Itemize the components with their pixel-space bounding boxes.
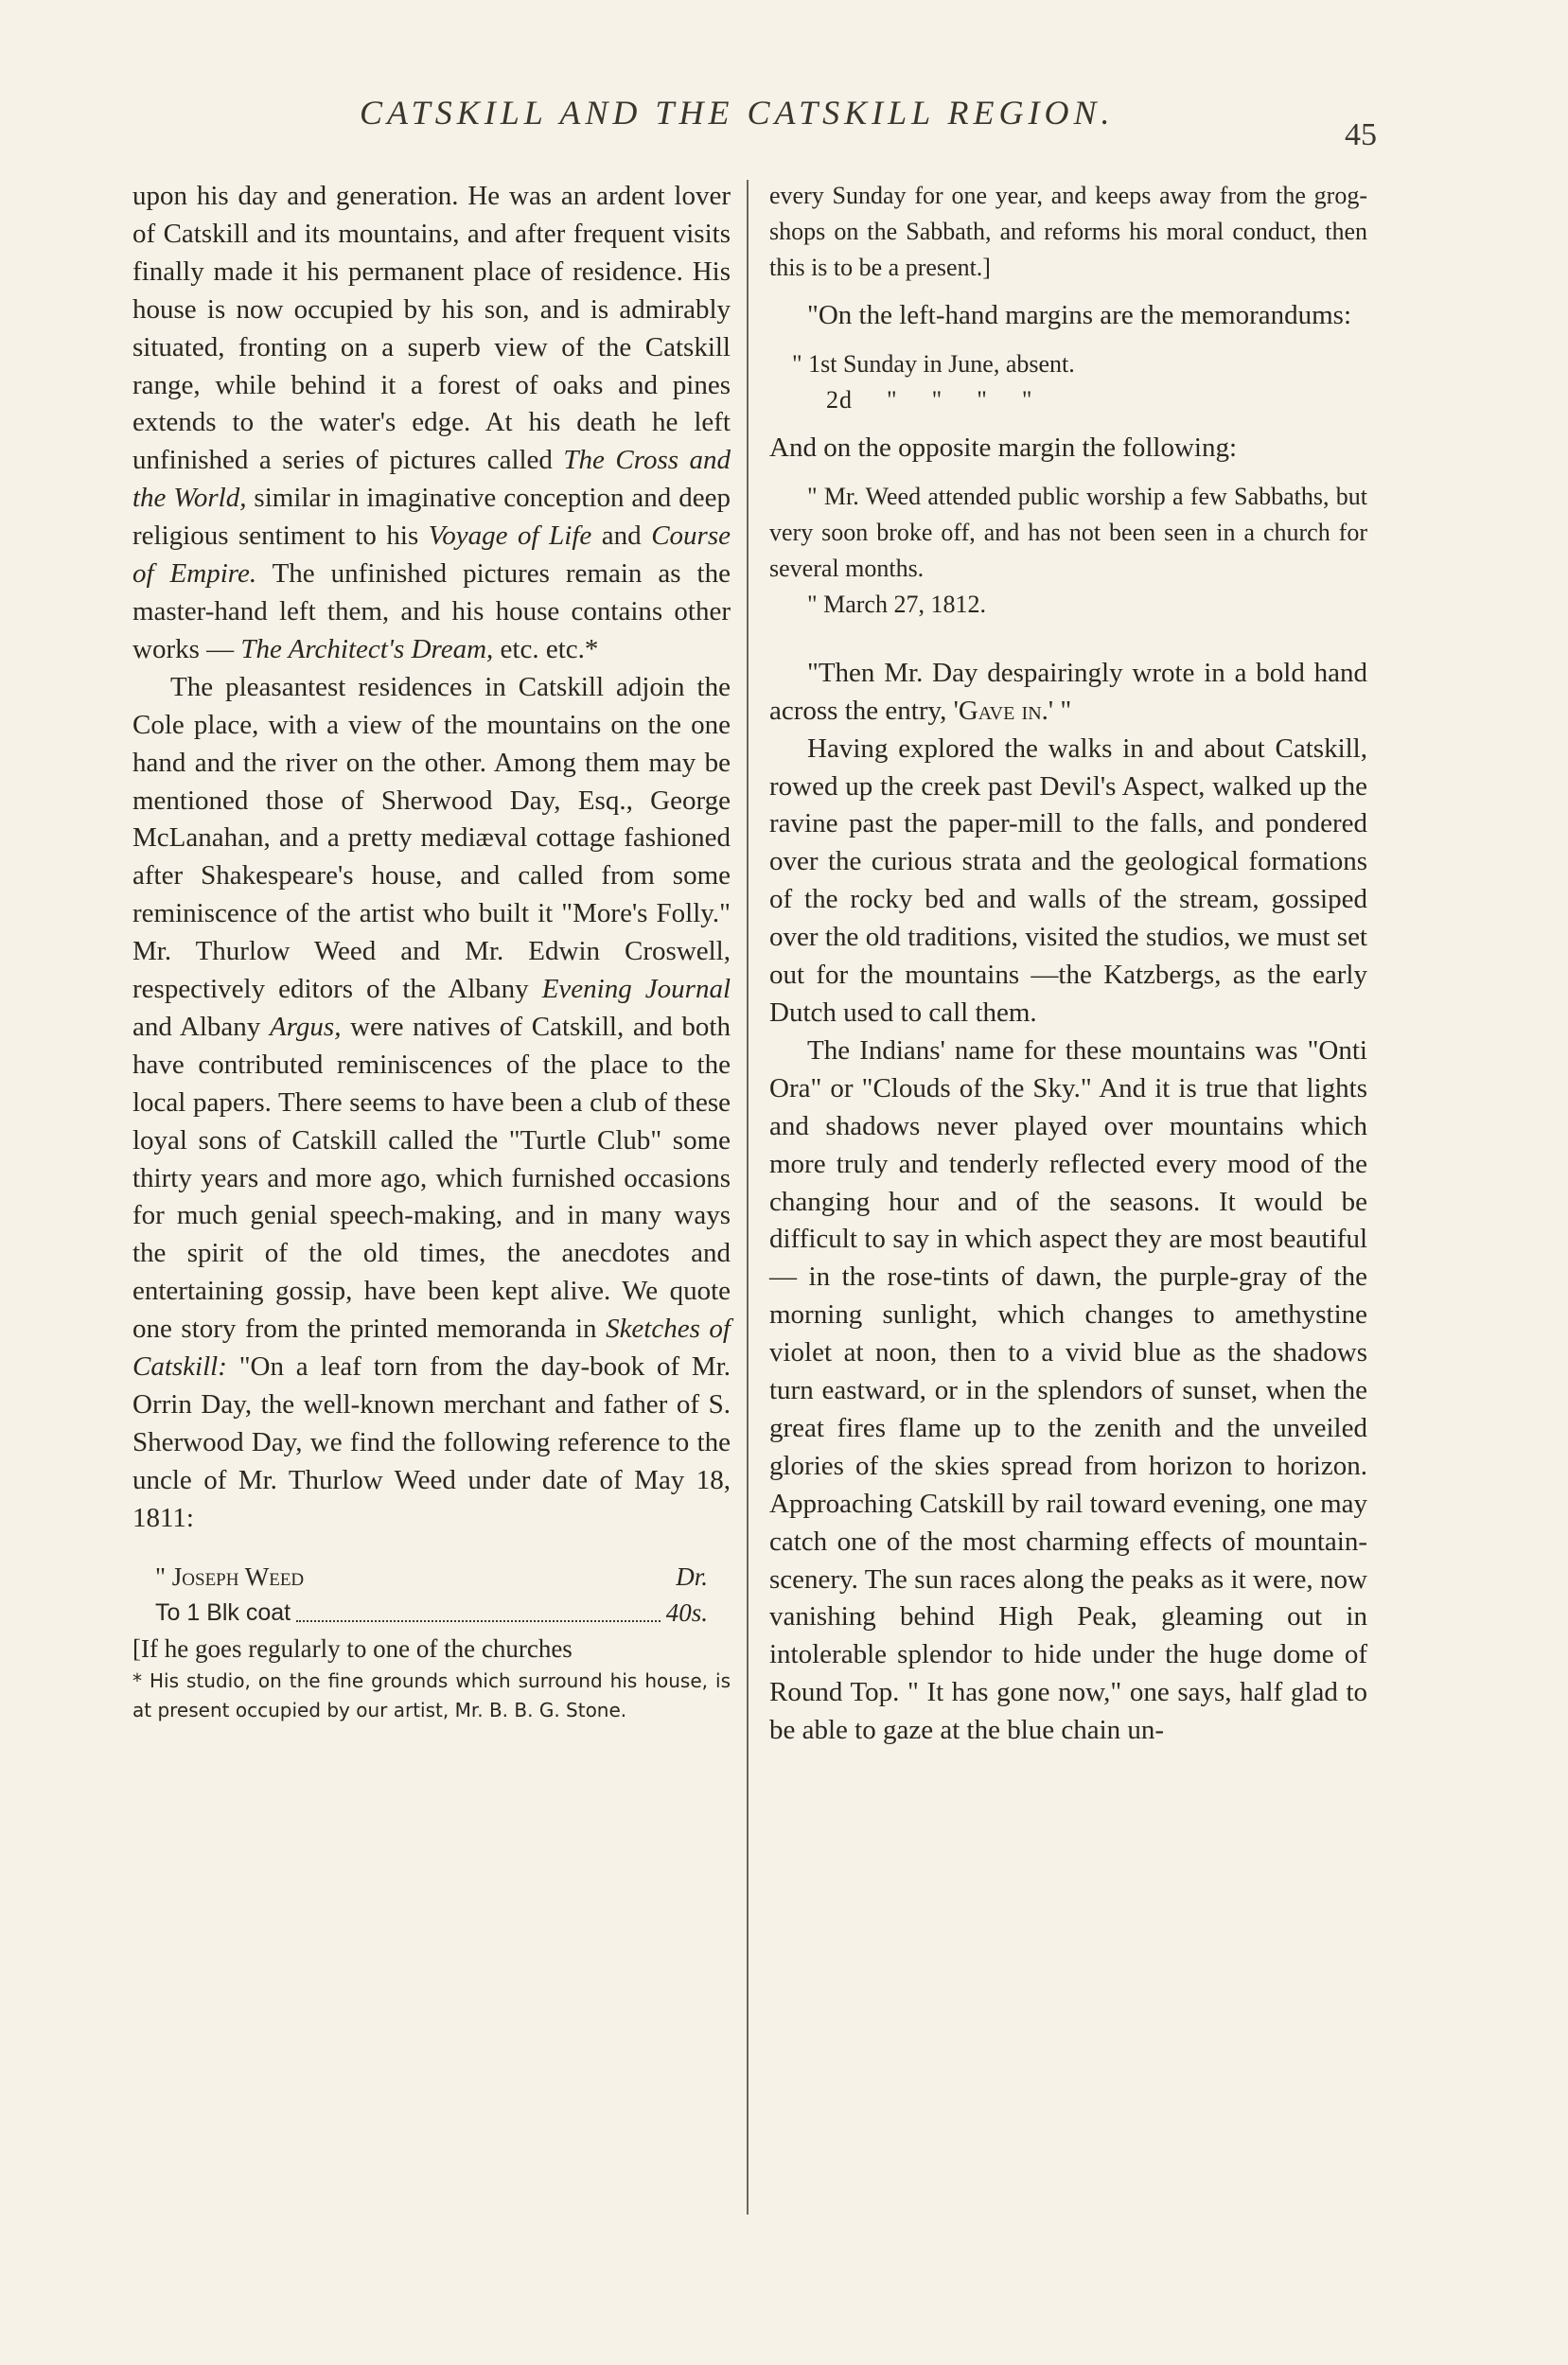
title-evening-journal: Evening Journal xyxy=(541,974,731,1005)
memorandum-1: " 1st Sunday in June, absent. xyxy=(792,349,1075,378)
memorandum-2: 2d " " " " xyxy=(826,385,1033,414)
footnote: * His studio, on the fine grounds which surround his house, is at present occupied by our artist, Mr. B. B. G. Stone. xyxy=(132,1668,731,1721)
quote-date: " March 27, 1812. xyxy=(807,590,986,618)
page-header xyxy=(360,93,1377,150)
bracket-note-continued: every Sunday for one year, and keeps away from the grog-shops on the Sabbath, and reforms his moral conduct, then this is to be a present.] xyxy=(769,182,1367,281)
paragraph-opposite-margin: And on the opposite margin the following: xyxy=(769,432,1238,463)
title-voyage-of-life: Voyage of Life xyxy=(428,521,592,552)
gave-in-smallcaps: Gave in xyxy=(958,695,1042,726)
bracket-note-start: [If he goes regularly to one of the churches xyxy=(132,1633,573,1663)
paragraph-cole-house: upon his day and generation. He was an ardent lover of Catskill and its mountains, and after frequent visits finally made it his permanent place of residence. His house is now occupied by his son, and is admirably situated, fronting on a superb view of the Catskill range, while behind it a forest of oaks and pines extends to the water's edge. At his death he left unfinished a series of pictures called The Cross and the World, similar in imaginative conception and deep religious sentiment to his Voyage of Life and Course of Empire. The unfinished pictures remain as the master-hand left them, and his house contains other works — The Architect's Dream, etc. etc.* xyxy=(132,181,731,664)
ledger-item: To 1 Blk coat xyxy=(155,1598,291,1626)
paragraph-gave-in: "Then Mr. Day despairingly wrote in a bold hand across the entry, 'Gave in.' " xyxy=(769,657,1367,726)
title-cross-and-world: The Cross and the World, xyxy=(132,445,731,514)
title-sketches-of-catskill: Sketches of Catskill: xyxy=(132,1314,731,1383)
paragraph-indians: The Indians' name for these mountains was "Onti Ora" or "Clouds of the Sky." And it is true that lights and shadows never played over mountains which more truly and tenderly reflected every mood of the changing hour and of the seasons. It would be difficult to say in which aspect they are most beautiful— in the rose-tints of dawn, the purple-gray of the morning sunlight, which changes to amethystine violet at noon, then to a vivid blue as the shadows turn eastward, or in the splendors of sunset, when the great fires flame up to the zenith and the unveiled glories of the skies spread from horizon to horizon. Approaching Catskill by rail toward evening, one may catch one of the most charming effects of mountain-scenery. The sun races along the peaks as it were, now vanishing behind High Peak, gleaming out in intolerable splendor to hide under the huge dome of Round Top. " It has gone now," one says, half glad to be able to gaze at the blue chain un- xyxy=(769,1034,1367,1746)
column-divider xyxy=(747,180,749,2215)
left-column xyxy=(132,178,731,1725)
title-argus: Argus, xyxy=(269,1011,342,1042)
ledger-price: 40s. xyxy=(665,1597,708,1627)
paragraph-margins: "On the left-hand margins are the memorandums: xyxy=(807,300,1352,330)
title-architects-dream: The Architect's Dream, xyxy=(240,633,494,664)
ledger-dr: Dr. xyxy=(676,1562,708,1591)
title-course-of-empire: Course of Empire. xyxy=(132,521,731,590)
ledger-item-line xyxy=(132,1595,731,1631)
right-column xyxy=(769,178,1367,1750)
ledger-dots xyxy=(296,1595,661,1622)
paragraph-explored: Having explored the walks in and about Catskill, rowed up the creek past Devil's Aspect, walked up the ravine past the paper-mill to the falls, and pondered over the curious strata and the geological formations of the rocky bed and walls of the stream, gossiped over the old traditions, visited the studios, we must set out for the mountains —the Katzbergs, as the early Dutch used to call them. xyxy=(769,732,1367,1028)
page-number: 45 xyxy=(1345,117,1377,152)
running-head: CATSKILL AND THE CATSKILL REGION. xyxy=(360,94,1115,132)
ledger-name-line: " Joseph Weed Dr. xyxy=(132,1559,731,1595)
quote-weed-worship: " Mr. Weed attended public worship a few Sabbaths, but very soon broke off, and has not been seen in a church for several months. xyxy=(769,482,1367,582)
paragraph-residences: The pleasantest residences in Catskill adjoin the Cole place, with a view of the mountains on the one hand and the river on the other. Among them may be mentioned those of Sherwood Day, Esq., George McLanahan, and a pretty mediæval cottage fashioned after Shakespeare's house, and called from some reminiscence of the artist who built it "More's Folly." Mr. Thurlow Weed and Mr. Edwin Croswell, respectively editors of the Albany Evening Journal and Albany Argus, were natives of Catskill, and both have contributed reminiscences of the place to the local papers. There seems to have been a club of these loyal sons of Catskill called the "Turtle Club" some thirty years and more ago, which furnished occasions for much genial speech-making, and in many ways the spirit of the old times, the anecdotes and entertaining gossip, have been kept alive. We quote one story from the printed memoranda in Sketches of Catskill: "On a leaf torn from the day-book of Mr. Orrin Day, the well-known merchant and father of S. Sherwood Day, we find the following reference to the uncle of Mr. Thurlow Weed under date of May 18, 1811: xyxy=(132,671,731,1533)
